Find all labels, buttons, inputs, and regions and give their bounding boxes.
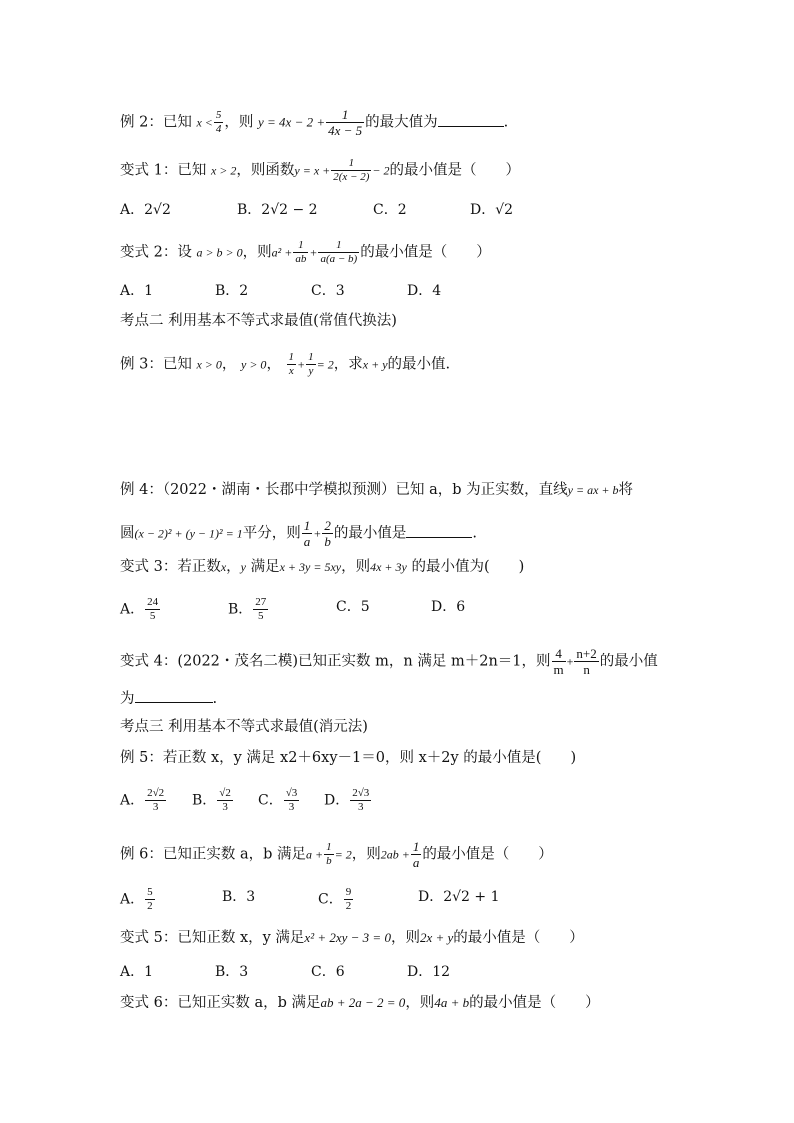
option-a[interactable]: A． $\frac{5}{2}$ [120, 886, 153, 912]
option-c[interactable]: C．3 [311, 283, 345, 299]
option-c[interactable]: C．2 [373, 202, 407, 218]
variant-4-line-2: 为 . [120, 688, 217, 709]
option-c[interactable]: C．5 [336, 599, 370, 615]
fraction: $\frac{24}{5}$ [147, 596, 159, 622]
option-d[interactable]: D．12 [407, 964, 451, 980]
fraction: $\frac{1}{a(a - b)}$ [320, 239, 358, 265]
fraction: $\frac{2√3}{3}$ [352, 787, 370, 813]
answer-blank[interactable] [135, 688, 213, 703]
option-d[interactable]: D．4 [407, 283, 442, 299]
fraction: $\frac{2√2}{3}$ [147, 787, 165, 813]
option-b[interactable]: B． $\frac{√2}{3}$ [192, 787, 231, 813]
option-c[interactable]: C． $\frac{√3}{3}$ [258, 787, 298, 813]
example-4-line-1: 例 4：（2022・湖南・长郡中学模拟预测）已知 a，b 为正实数，直线y = ax + b将 [120, 482, 633, 498]
option-c[interactable]: C． $\frac{9}{2}$ [318, 886, 352, 912]
example-2: 例 2：已知 x < $\frac{5}{4}$ ，则 y = 4x − 2 + $\frac{1}{4x - 5}$ 的最大值为 . [120, 107, 509, 138]
example-5: 例 5：若正数 x，y 满足 x2＋6xy－1＝0，则 x＋2y 的最小值是( ) [120, 750, 577, 766]
example-3: 例 3：已知 x > 0， y > 0， $\frac{1}{x}$ + $\frac{1}{y}$ = 2，求x + y的最小值. [120, 351, 451, 377]
option-a[interactable]: A． $\frac{24}{5}$ [120, 596, 159, 622]
answer-blank[interactable] [438, 112, 504, 127]
fraction: $\frac{1}{a}$ [412, 839, 420, 870]
fraction: $\frac{9}{2}$ [345, 886, 352, 912]
option-d[interactable]: D．√2 [470, 202, 514, 218]
option-b[interactable]: B． $\frac{27}{5}$ [228, 596, 267, 622]
option-c[interactable]: C．6 [311, 964, 345, 980]
option-a[interactable]: A．2√2 [120, 202, 171, 218]
example-6: 例 6：已知正实数 a，b 满足a + $\frac{1}{b}$ = 2，则2ab + $\frac{1}{a}$ 的最小值是（ ） [120, 839, 553, 870]
option-a[interactable]: A． $\frac{2√2}{3}$ [120, 787, 165, 813]
fraction: $\frac{4}{m}$ [553, 646, 564, 677]
fraction: $\frac{1}{4x - 5}$ [328, 107, 363, 138]
option-a[interactable]: A．1 [120, 283, 154, 299]
fraction: $\frac{1}{x}$ [288, 351, 295, 377]
option-a[interactable]: A．1 [120, 964, 154, 980]
fraction: $\frac{1}{2(x - 2)}$ [333, 157, 370, 183]
variant-2: 变式 2：设 a > b > 0，则a² + $\frac{1}{ab}$ + $\frac{1}{a(a - b)}$ 的最小值是（ ） [120, 239, 491, 265]
fraction: $\frac{1}{ab}$ [295, 239, 307, 265]
variant-4-line-1: 变式 4：(2022・茂名二模)已知正实数 m，n 满足 m＋2n＝1，则 $\frac{4}{m}$ + $\frac{n+2}{n}$ 的最小值 [120, 646, 658, 677]
option-b[interactable]: B．3 [222, 889, 256, 905]
option-d[interactable]: D．2√2 + 1 [418, 889, 500, 905]
variant-3: 变式 3：若正数x，y 满足x + 3y = 5xy，则4x + 3y 的最小值为( ) [120, 559, 525, 575]
fraction: $\frac{1}{a}$ [303, 518, 311, 549]
option-b[interactable]: B．2 [215, 283, 249, 299]
fraction: $\frac{2}{b}$ [324, 518, 331, 549]
section-heading-2: 考点二 利用基本不等式求最值(常值代换法) [120, 313, 397, 329]
fraction: $\frac{1}{y}$ [308, 351, 314, 377]
section-heading-3: 考点三 利用基本不等式求最值(消元法) [120, 719, 368, 735]
fraction: $\frac{n+2}{n}$ [576, 646, 597, 677]
fraction: $\frac{5}{4}$ [215, 109, 222, 135]
option-d[interactable]: D． $\frac{2√3}{3}$ [324, 787, 370, 813]
fraction: $\frac{1}{b}$ [326, 841, 332, 867]
option-b[interactable]: B．3 [215, 964, 249, 980]
option-b[interactable]: B．2√2 − 2 [237, 202, 318, 218]
fraction: $\frac{√2}{3}$ [219, 787, 231, 813]
fraction: $\frac{27}{5}$ [255, 596, 267, 622]
variant-5: 变式 5：已知正数 x，y 满足x² + 2xy − 3 = 0，则2x + y的最小值是（ ） [120, 930, 584, 946]
example-4-line-2: 圆(x − 2)² + (y − 1)² = 1平分，则 $\frac{1}{a}$ + $\frac{2}{b}$ 的最小值是 . [120, 518, 477, 549]
variant-1: 变式 1：已知 x > 2，则函数y = x + $\frac{1}{2(x - 2)}$ − 2的最小值是（ ） [120, 157, 520, 183]
variant-6: 变式 6：已知正实数 a，b 满足ab + 2a − 2 = 0，则4a + b的最小值是（ ） [120, 995, 600, 1011]
fraction: $\frac{5}{2}$ [147, 886, 153, 912]
option-d[interactable]: D．6 [431, 599, 466, 615]
answer-blank[interactable] [406, 523, 472, 538]
fraction: $\frac{√3}{3}$ [285, 787, 298, 813]
